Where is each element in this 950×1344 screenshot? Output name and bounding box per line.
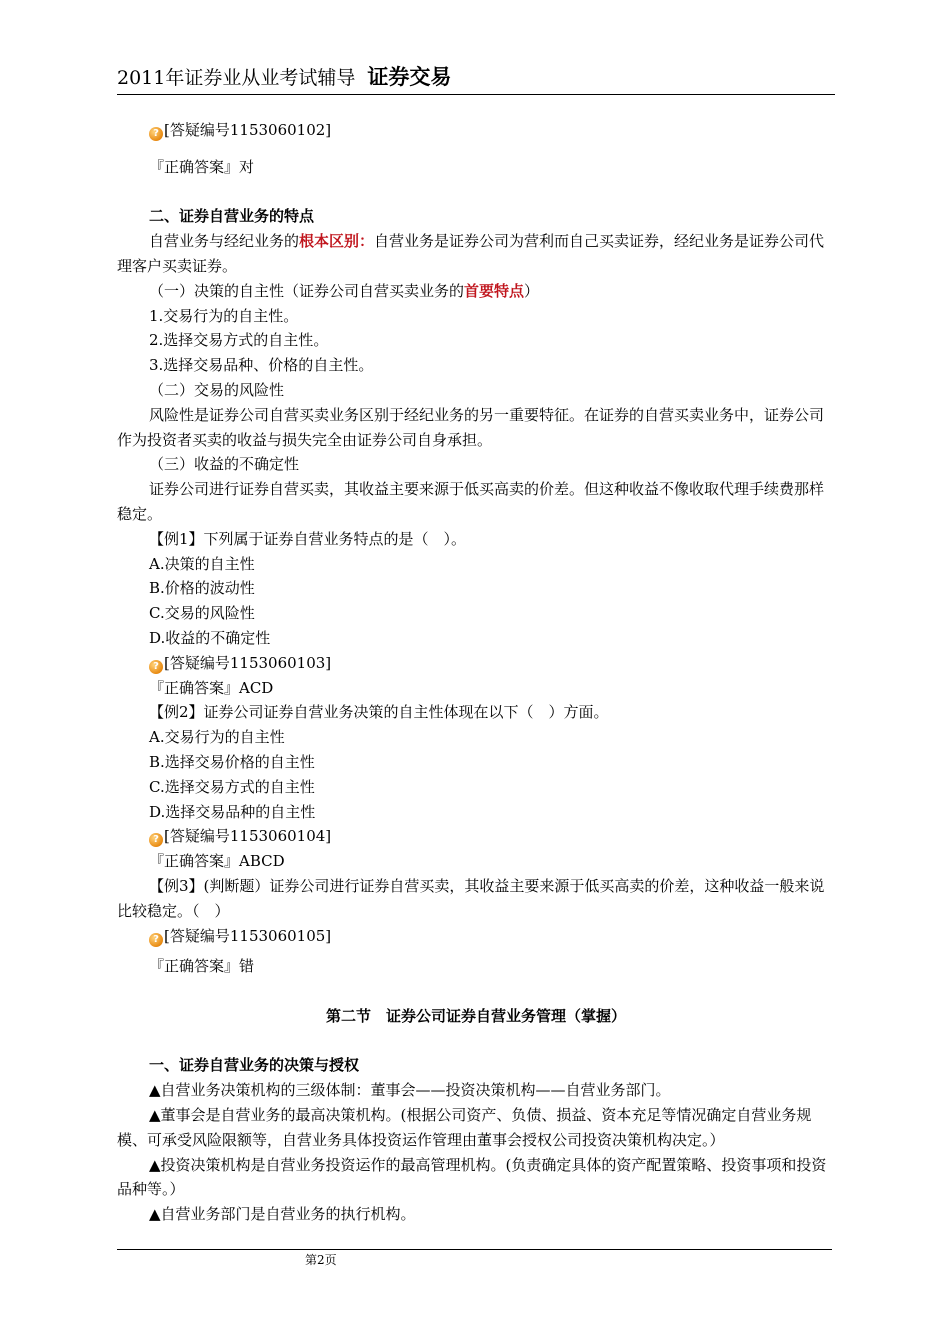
list-item: 3.选择交易品种、价格的自主性。 [149,356,374,375]
qa-id-line: ? [答疑编号1153060103] [117,651,835,676]
answer-line: 『正确答案』ABCD [149,852,285,871]
subheading: （一）决策的自主性（证券公司自营买卖业务的首要特点） [149,281,540,300]
option: C.交易的风险性 [149,604,255,623]
header-divider [117,94,835,95]
option: B.选择交易价格的自主性 [149,752,315,771]
bullet-paragraph: ▲投资决策机构是自营业务投资运作的最高管理机构。(负责确定具体的资产配置策略、投资事项和投资品种等。） [117,1155,827,1199]
highlight-text: 首要特点 [464,281,525,300]
header-subtitle: 证券交易 [367,65,452,89]
example-question: 【例2】证券公司证券自营业务决策的自主性体现在以下（ ）方面。 [149,703,609,722]
question-icon[interactable]: ? [149,833,163,847]
question-icon[interactable]: ? [149,127,163,141]
footer-divider [117,1249,832,1250]
paragraph: 自营业务与经纪业务的根本区别：自营业务是证券公司为营利而自己买卖证券，经纪业务是证券公司代理客户买卖证券。 [117,232,825,275]
paragraph: 证券公司进行证券自营买卖，其收益主要来源于低买高卖的价差。但这种收益不像收取代理手续费那样稳定。 [117,480,825,523]
answer-line: 『正确答案』对 [149,157,255,176]
section-heading: 一、证券自营业务的决策与授权 [149,1056,360,1075]
question-icon[interactable]: ? [149,660,163,674]
subheading: （三）收益的不确定性 [149,455,300,474]
page-number: 第2页 [305,1253,337,1267]
bullet-paragraph: ▲自营业务决策机构的三级体制：董事会——投资决策机构——自营业务部门。 [149,1081,671,1100]
qa-id-line: ? [答疑编号1153060105] [117,924,835,949]
list-item: 1.交易行为的自主性。 [149,306,299,325]
option: A.决策的自主性 [149,554,255,573]
list-item: 2.选择交易方式的自主性。 [149,331,329,350]
answer-line: 『正确答案』错 [149,957,255,976]
highlight-text: 根本区别： [299,232,375,251]
section-title: 第二节 证券公司证券自营业务管理（掌握） [325,1006,626,1025]
option: D.收益的不确定性 [149,628,271,647]
option: D.选择交易品种的自主性 [149,802,316,821]
qa-id-line: ? [答疑编号1153060102] [117,118,835,143]
answer-line: 『正确答案』ACD [149,678,274,697]
option: A.交易行为的自主性 [149,728,285,747]
bullet-paragraph: ▲董事会是自营业务的最高决策机构。(根据公司资产、负债、损益、资本充足等情况确定自营业务规模、可承受风险限额等，自营业务具体投资运作管理由董事会授权公司投资决策机构决定。） [117,1106,812,1149]
option: C.选择交易方式的自主性 [149,777,315,796]
qa-id-line: ? [答疑编号1153060104] [117,824,835,849]
option: B.价格的波动性 [149,579,255,598]
question-icon[interactable]: ? [149,933,163,947]
bullet-paragraph: ▲自营业务部门是自营业务的执行机构。 [149,1205,416,1224]
paragraph: 风险性是证券公司自营买卖业务区别于经纪业务的另一重要特征。在证券的自营买卖业务中，证券公司作为投资者买卖的收益与损失完全由证券公司自身承担。 [117,405,825,449]
example-question: 【例3】(判断题）证券公司进行证券自营买卖，其收益主要来源于低买高卖的价差，这种收益一般来说比较稳定。（ ） [117,876,825,920]
document-body [117,118,835,1227]
subheading: （二）交易的风险性 [149,380,285,399]
page-header [117,62,835,93]
section-heading: 二、证券自营业务的特点 [149,207,315,226]
example-question: 【例1】下列属于证券自营业务特点的是（ ）。 [149,529,467,548]
header-title: 2011年证券业从业考试辅导 [117,67,356,89]
